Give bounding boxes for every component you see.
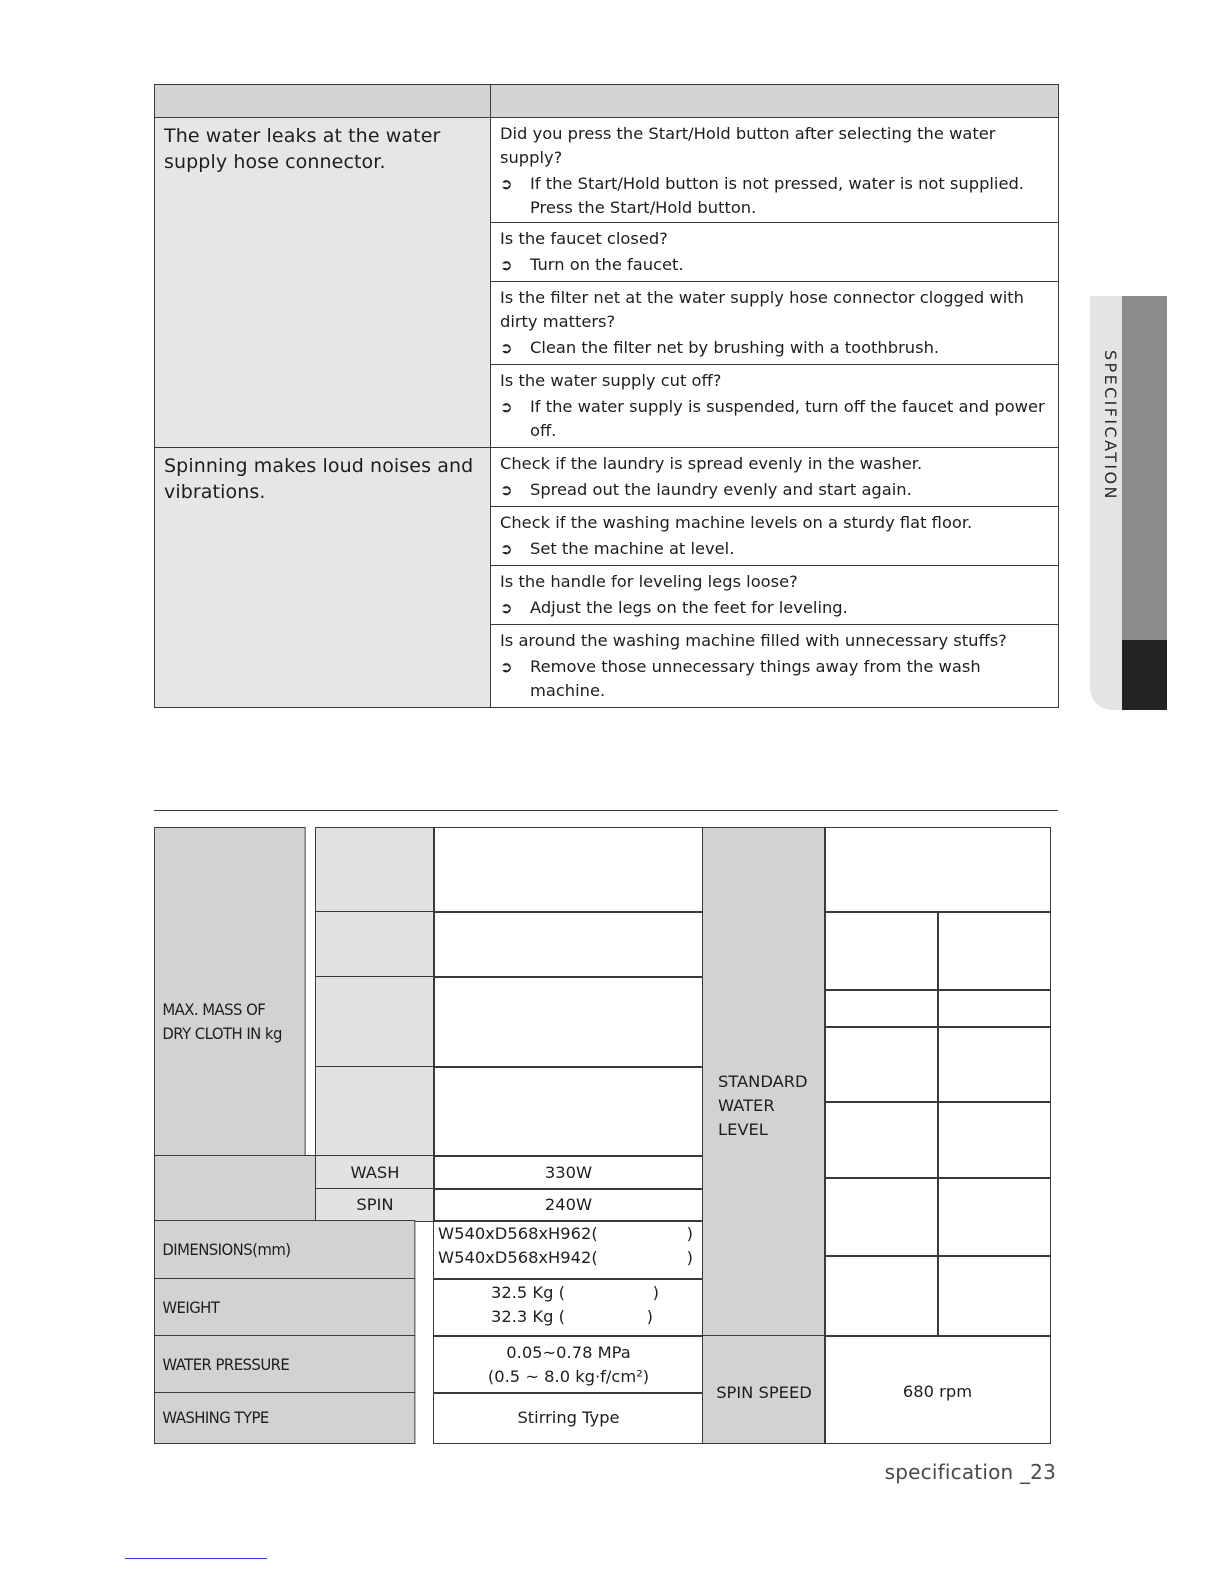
solution-answer: ➲ If the water supply is suspended, turn off the faucet and power off. — [500, 397, 1045, 440]
arrow-right-icon: ➲ — [500, 658, 513, 676]
troubleshooting-table — [154, 84, 1059, 708]
wash-value-cell — [433, 1155, 704, 1190]
arrow-right-icon: ➲ — [500, 599, 513, 617]
spin-speed-value-cell — [824, 1335, 1051, 1444]
solution-answer: ➲ Set the machine at level. — [500, 537, 1048, 561]
side-tab-marker — [1122, 640, 1167, 710]
spin-label-cell — [315, 1188, 435, 1222]
dimensions-value-1: W540xD568xH962( — [438, 1224, 598, 1243]
spec-cell — [433, 976, 704, 1068]
dimensions-label: DIMENSIONS(mm) — [162, 1240, 291, 1259]
solution-answer: ➲ Turn on the faucet. — [500, 253, 1048, 277]
header-cell-solution — [491, 85, 1059, 118]
solution-cell — [491, 507, 1059, 566]
washing-type-label-cell — [154, 1392, 415, 1444]
solution-cell — [491, 223, 1059, 282]
pressure-value-2: (0.5 ~ 8.0 kg·f/cm²) — [487, 1366, 650, 1386]
arrow-right-icon: ➲ — [500, 481, 513, 499]
side-tab-bar — [1122, 296, 1167, 641]
washing-type-label: WASHING TYPE — [162, 1408, 269, 1427]
solution-answer: ➲ Clean the filter net by brushing with a toothbrush. — [500, 336, 1048, 360]
weight-label: WEIGHT — [162, 1297, 220, 1317]
solution-question: Check if the laundry is spread evenly in the washer. — [500, 454, 923, 473]
section-divider — [154, 810, 1058, 811]
spec-cell — [824, 989, 939, 1028]
spec-cell — [824, 1177, 939, 1257]
solution-question: Check if the washing machine levels on a sturdy flat floor. — [500, 513, 973, 532]
wash-value: 330W — [544, 1162, 593, 1182]
arrow-right-icon: ➲ — [500, 339, 513, 357]
spin-label: SPIN — [356, 1195, 394, 1214]
max-mass-label-cell — [154, 827, 306, 1157]
solution-cell — [491, 448, 1059, 507]
pressure-label: WATER PRESSURE — [162, 1354, 290, 1374]
solution-question: Is the faucet closed? — [500, 229, 668, 248]
table-row — [155, 118, 1059, 223]
side-tab-label: SPECIFICATION — [1101, 350, 1120, 501]
spec-cell — [937, 1101, 1051, 1179]
spec-cell — [824, 1101, 939, 1179]
close-paren: ) — [686, 1224, 693, 1243]
spin-speed-label: SPIN SPEED — [716, 1382, 812, 1402]
spin-value: 240W — [544, 1195, 593, 1214]
weight-line — [491, 1305, 653, 1329]
dimensions-value-cell — [433, 1220, 704, 1280]
spec-cell — [315, 827, 435, 913]
spec-cell — [315, 911, 435, 978]
problem-text: Spinning makes loud noises and vibrations. — [164, 455, 474, 503]
weight-value-2: 32.3 Kg ( — [491, 1307, 565, 1326]
problem-cell — [155, 118, 491, 448]
pressure-label-cell — [154, 1335, 415, 1394]
arrow-right-icon: ➲ — [500, 398, 513, 416]
solution-cell — [491, 282, 1059, 365]
page-footer: specification _23 — [884, 1460, 1056, 1484]
weight-label-cell — [154, 1278, 415, 1337]
arrow-right-icon: ➲ — [500, 175, 513, 193]
weight-value-1: 32.5 Kg ( — [491, 1283, 565, 1302]
spec-cell — [937, 1177, 1051, 1257]
spec-cell — [433, 1066, 704, 1157]
water-level-label-cell — [702, 827, 826, 1337]
arrow-right-icon: ➲ — [500, 256, 513, 274]
spec-cell — [824, 1255, 939, 1337]
spec-cell — [937, 1026, 1051, 1103]
dimensions-label-cell — [154, 1220, 415, 1280]
solution-question: Did you press the Start/Hold button after selecting the water supply? — [500, 124, 996, 167]
problem-cell — [155, 448, 491, 708]
weight-line — [491, 1281, 659, 1305]
spin-speed-label-cell — [702, 1335, 826, 1444]
power-label-cell — [154, 1155, 317, 1222]
solution-question: Is around the washing machine filled with unnecessary stuffs? — [500, 631, 1007, 650]
spin-speed-value: 680 rpm — [902, 1381, 973, 1401]
spec-cell — [937, 1255, 1051, 1337]
spec-cell — [824, 911, 939, 991]
footer-line — [125, 1558, 267, 1559]
spec-cell — [433, 911, 704, 978]
problem-text: The water leaks at the water supply hose connector. — [164, 125, 441, 173]
dimensions-line — [438, 1222, 693, 1246]
pressure-value-cell — [433, 1335, 704, 1394]
pressure-value-1: 0.05~0.78 MPa — [506, 1342, 631, 1362]
solution-answer: ➲ If the Start/Hold button is not pressed, water is not supplied. Press the Start/Hold button. — [500, 174, 1024, 217]
solution-answer: ➲ Remove those unnecessary things away from the wash machine. — [500, 657, 981, 700]
wash-label: WASH — [350, 1162, 400, 1182]
spec-cell — [315, 1066, 435, 1157]
arrow-right-icon: ➲ — [500, 540, 513, 558]
washing-type-value: Stirring Type — [517, 1408, 620, 1427]
spec-cell — [937, 989, 1051, 1028]
spec-cell — [315, 976, 435, 1068]
solution-question: Is the filter net at the water supply hose connector clogged with dirty matters? — [500, 288, 1024, 331]
washing-type-value-cell — [433, 1392, 704, 1444]
solution-cell — [491, 365, 1059, 448]
spec-cell — [937, 911, 1051, 991]
spec-cell — [824, 827, 1051, 913]
spec-cell — [433, 827, 704, 913]
solution-answer: ➲ Adjust the legs on the feet for leveling. — [500, 596, 1048, 620]
weight-value-cell — [433, 1278, 704, 1337]
dimensions-line — [438, 1246, 693, 1270]
close-paren: ) — [686, 1248, 693, 1267]
dimensions-value-2: W540xD568xH942( — [438, 1248, 598, 1267]
solution-cell — [491, 566, 1059, 625]
header-cell-problem — [155, 85, 491, 118]
close-paren: ) — [646, 1307, 653, 1326]
solution-question: Is the handle for leveling legs loose? — [500, 572, 798, 591]
close-paren: ) — [652, 1283, 659, 1302]
water-level-label: STANDARD WATER LEVEL — [718, 1072, 808, 1139]
solution-question: Is the water supply cut off? — [500, 371, 722, 390]
spin-value-cell — [433, 1188, 704, 1222]
solution-answer: ➲ Spread out the laundry evenly and start again. — [500, 478, 1048, 502]
spec-cell — [824, 1026, 939, 1103]
solution-cell — [491, 118, 1059, 223]
solution-cell — [491, 625, 1059, 708]
table-header-row — [155, 85, 1059, 118]
wash-label-cell — [315, 1155, 435, 1190]
table-row — [155, 448, 1059, 507]
max-mass-label: MAX. MASS OF DRY CLOTH IN kg — [162, 1000, 282, 1043]
